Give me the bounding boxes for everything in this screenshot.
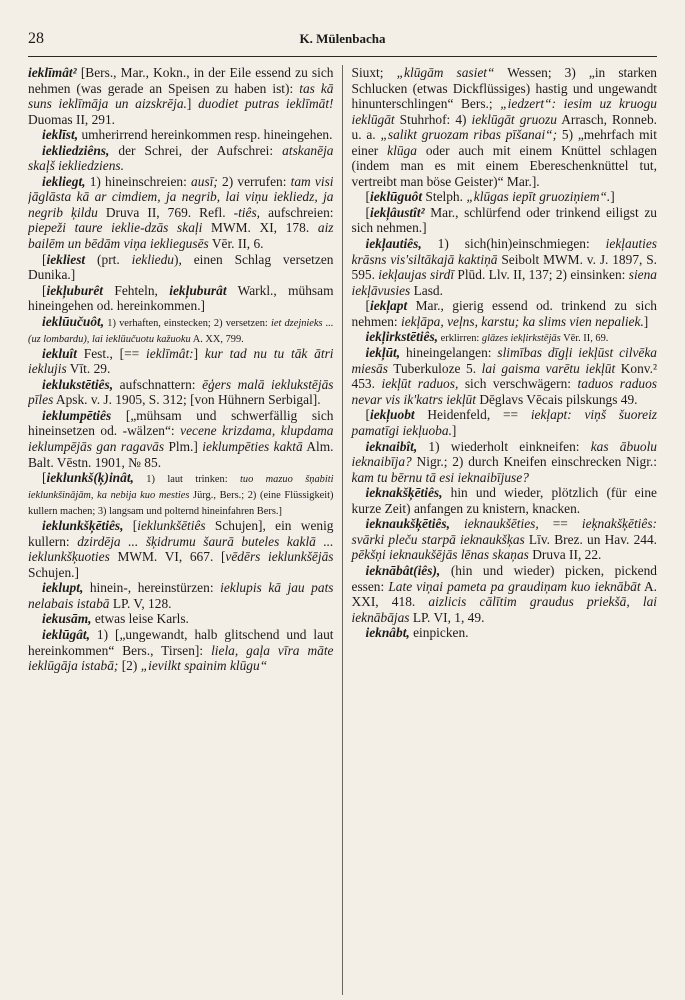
dictionary-entry [352, 439, 658, 486]
dictionary-entry [352, 298, 658, 329]
entry-text: Apsk. v. J. 1905, S. 312; [von Hühnern Serbigal]. [53, 392, 321, 408]
entry-text: ] [193, 345, 205, 361]
entry-text: siena iekļāvusies [351, 267, 657, 298]
entry-text: slimības dīgļi iekļūst cilvēka miesās [351, 345, 657, 376]
entry-text: Druva II, 769. Refl. [97, 204, 234, 220]
entry-text: 1) [„ungewandt, halb glitschend und laut hereinkommen“ Bers., Tirsen]: [28, 626, 334, 658]
right-column [342, 65, 658, 995]
entry-text: Fehteln, [103, 282, 170, 298]
entry-text: Alm. Balt. Vēstn. 1901, № 85. [28, 439, 334, 470]
headword: ieklūgât, [42, 626, 90, 642]
headword: ieklumpētiês [42, 407, 112, 423]
entry-text: vecene krizdama, klupdama ieklumpējās gan ragavās [28, 423, 334, 455]
entry-text: LP. VI, 1, 49. [409, 609, 485, 625]
headword: ieklīst, [42, 127, 79, 143]
entry-text: LP. V, 128. [109, 595, 172, 611]
entry-text: ), einen Schlag versetzen Dunika.] [28, 251, 334, 283]
entry-text: 1) verhaften, einstecken; 2) versetzen: [104, 317, 271, 329]
entry-text: ēģers malā ieklukstējās pīles [28, 376, 334, 408]
entry-text: Plm.] [164, 439, 203, 455]
entry-text: erklirren: [438, 333, 482, 345]
dictionary-entry [352, 65, 658, 189]
entry-text: [„mühsam und schwerfällig sich hineinsetzen od. -wälzen“: [28, 407, 334, 439]
entry-text: A. XXI, 418. [351, 578, 657, 610]
headword: iekļirkstētiês, [365, 329, 439, 345]
dictionary-entry [352, 189, 658, 205]
entry-text: ieklumpēties kaktā [202, 439, 303, 455]
dictionary-entry [28, 143, 334, 174]
entry-text: ieķnakšķētiês: svārki pleču starpā ieknaukšķas [351, 516, 657, 547]
dictionary-entry [28, 627, 334, 674]
dictionary-entry [352, 485, 658, 516]
entry-text: Druva II, 22. [528, 547, 602, 563]
entry-text: hineingelangen: [400, 345, 498, 361]
entry-text: Heidenfeld, == [414, 407, 531, 423]
headword: ieklupt, [42, 580, 84, 596]
headword: ieklukstētiês, [42, 376, 114, 392]
entry-text: [ [365, 204, 370, 220]
dictionary-entry [28, 174, 334, 252]
entry-text: „salikt gruozam ribas pīšanai“; [380, 127, 558, 143]
dictionary-entry [352, 329, 658, 345]
entry-text: Stelph. [422, 189, 467, 205]
entry-text: vēdērs ieklunkšējās [225, 549, 334, 565]
header-rule [28, 56, 657, 57]
entry-text: ieklīmât: [146, 345, 194, 361]
entry-text: 5) „mehrfach mit einer [351, 127, 657, 158]
entry-text: einpicken. [409, 625, 469, 641]
entry-text: MWM. VI, 667. [ [109, 549, 226, 565]
entry-text: ] [186, 96, 199, 112]
dictionary-entry [28, 283, 334, 314]
entry-text: kas ābuolu ieknaibīja? [351, 438, 657, 470]
entry-text: iekliedu [131, 251, 175, 267]
headword: ieklunkš(ķ)inât, [46, 470, 134, 486]
entry-text: [ [42, 282, 47, 298]
entry-text: 1) wiederholt einkneifen: [417, 438, 591, 454]
entry-text: dzirdēja ... šķidrumu šaurā buteles kaklā ... ieklunkšķuoties [28, 533, 334, 565]
dictionary-entry [352, 625, 658, 641]
entry-text: pēkšņi ieknaukšējās lēnas skaņas [351, 547, 529, 563]
entry-text: duodiet putras ieklīmāt! [198, 96, 334, 112]
entry-text: „ievilkt spainim klūgu“ [140, 658, 268, 674]
entry-text: ] [451, 423, 457, 439]
entry-text: ] [610, 189, 615, 205]
entry-text: [ [123, 518, 138, 534]
entry-text: Duomas II, 291. [28, 111, 116, 127]
headword: iekluît [42, 345, 77, 361]
dictionary-entry [28, 314, 334, 346]
dictionary-entry [28, 252, 334, 283]
entry-text: tam visi jāglāsta kā ar cimdiem, ja negrib, lai viņu iekliedz, ja negrib ķildu [28, 173, 334, 220]
entry-text: Arrasch, Ronneb. u. a. [351, 111, 657, 143]
entry-text: 2) verrufen: [217, 173, 291, 189]
headword: ieklūguôt [369, 189, 423, 205]
entry-text: hin und wieder, plötzlich (für eine kurze Zeit) anfangen zu knistern, knacken. [351, 485, 657, 516]
text-columns [28, 65, 657, 995]
entry-text: [ [365, 298, 370, 314]
entry-text: piepeži taure ieklie-dzās skaļi [28, 220, 203, 236]
entry-text: klūga [387, 142, 417, 158]
entry-text: Lasd. [410, 282, 443, 298]
headword: iekļūt, [365, 345, 401, 361]
entry-text: iekļāpa, veļns, karstu; ka slims vien nepaliek. [400, 313, 644, 329]
dictionary-entry [352, 516, 658, 563]
headword: iekliegt, [42, 173, 86, 189]
entry-text: Vēr. II, 6. [208, 236, 264, 252]
entry-text: sich verschwägern: [458, 376, 578, 392]
entry-text: aufschreien: [260, 204, 334, 220]
entry-text: ieklūgāt gruozu [471, 111, 557, 127]
entry-text: lai gaisma varētu iekļūt [481, 360, 616, 376]
dictionary-entry [352, 407, 658, 438]
entry-text [450, 516, 464, 531]
headword: ieknaibît, [365, 438, 418, 454]
entry-text: oder auch mit einem Knüttel schlagen (indem man es mit einem Ebereschenknüttel tut, vertreibt man böse Geister)“ Mar.]. [351, 142, 657, 189]
dictionary-entry [28, 518, 334, 580]
entry-text: tas kā suns ieklīmāja un aizskrēja. [28, 80, 334, 112]
entry-text: aiz bailēm un bēdām viņa iekliegusēs [28, 220, 334, 252]
page-header [28, 30, 657, 52]
entry-text: iekļapt: [530, 407, 572, 423]
entry-text: kur tad nu tu tāk ātri ieklujis [28, 345, 334, 377]
headword: ieklūučuôt, [42, 313, 105, 329]
dictionary-entry [28, 580, 334, 611]
entry-text: „iedzert“: iesim uz kruogu ieklūgāt [351, 96, 657, 127]
running-title: K. Mülenbacha [299, 31, 386, 46]
entry-text: etwas leise Karls. [91, 611, 189, 627]
entry-text: viņš šuoreiz pamatīgi iekļuoba. [351, 407, 657, 439]
entry-text: taduos raduos nevar vis ik'katrs iekļūt [351, 376, 657, 407]
dictionary-entry [28, 377, 334, 408]
entry-text: Konv.² 453. [351, 360, 657, 392]
headword: iekusām, [42, 611, 92, 627]
entry-text: A. XX, 799. [190, 333, 244, 345]
entry-text: ] [643, 313, 649, 329]
headword: iekļuburêt [46, 282, 104, 298]
entry-text: == [538, 516, 582, 532]
headword: ieknâbt, [365, 625, 410, 641]
entry-text: Late viņai pameta pa graudiņam kuo ieknābāt [388, 578, 641, 594]
entry-text: Nigr.; 2) durch Kneifen einschrecken Nigr.: [411, 454, 657, 470]
entry-text: aizlicis cālītim graudus priekšā, lai ieknābājas [351, 594, 657, 625]
entry-text: Jürg., Bers.; 2) (eine Flüssigkeit) kullern machen; 3) langsam und polternd hineinfahren Bers.] [28, 490, 334, 518]
headword: iekļâustît² [369, 204, 425, 220]
entry-text: [ [42, 470, 47, 486]
entry-text: Schujen], ein wenig kullern: [28, 518, 334, 549]
entry-text: Stuhrhof: 4) [394, 111, 472, 127]
dictionary-entry [28, 65, 334, 127]
page-number: 28 [28, 30, 44, 47]
entry-text: aufschnattern: [113, 376, 203, 392]
entry-text: umherirrend hereinkommen resp. hineingehen. [78, 127, 333, 143]
entry-text: 1) sich(hin)einschmiegen: [421, 236, 606, 252]
entry-text: ausī; [191, 173, 218, 189]
headword: ieklīmât² [28, 65, 77, 80]
entry-text: Līv. Brez. un Hav. 244. [524, 531, 657, 547]
dictionary-entry [352, 563, 658, 625]
headword: iekliest [46, 251, 86, 267]
entry-text: Fest., [== [76, 345, 147, 361]
dictionary-entry [352, 345, 658, 407]
entry-text: tuo mazuo šņabiti ieklunkšinājām, ka nebija kuo mesties [28, 474, 334, 502]
entry-text: (prt. [85, 251, 132, 267]
headword: ieklunkšķētiês, [42, 518, 124, 534]
headword: iekļuburât [169, 282, 227, 298]
dictionary-entry [352, 205, 658, 236]
headword: iekļapt [369, 298, 408, 314]
entry-text: -tiês, [233, 204, 261, 220]
entry-text [572, 407, 585, 422]
headword: iekļuobt [369, 407, 415, 423]
entry-text: Vēr. II, 69. [560, 333, 609, 345]
headword: iekliedziêns, [42, 142, 110, 158]
entry-text: Schujen.] [28, 564, 79, 580]
entry-text: iekļaujas sirdī [378, 267, 455, 283]
entry-text: [ [365, 189, 370, 205]
dictionary-entry [28, 408, 334, 470]
entry-text: ieknaukšēties, [463, 516, 539, 532]
entry-text: iet dzejnieks ... (uz lombardu), lai ieklūučuotu kažuoku [28, 317, 334, 345]
dictionary-entry [28, 470, 334, 518]
dictionary-entry [28, 611, 334, 627]
entry-text: kam tu bērnu tā esi ieknaibījuse? [351, 469, 529, 485]
entry-text: Siuxt; [351, 65, 397, 80]
dictionary-entry [28, 127, 334, 143]
entry-text: iekļauties krāsns vis'siltākajā kaktiņā [351, 236, 657, 267]
entry-text: atskanēja skaļš iekliedziens. [28, 142, 334, 174]
dictionary-entry [352, 236, 658, 298]
entry-text: (hin und wieder) picken, pickend essen: [351, 562, 657, 594]
entry-text: Seibolt MWM. v. J. 1897, S. 595. [351, 251, 657, 283]
entry-text: [ [42, 251, 47, 267]
entry-text: Warkl., mühsam hineingehen od. hereinkommen.] [28, 282, 334, 314]
entry-text: ieklunkšētiês [137, 518, 206, 534]
headword: iekļautiês, [365, 236, 422, 252]
entry-text: „klūgām sasiet“ [396, 65, 495, 80]
dictionary-entry [28, 346, 334, 377]
entry-text: Wessen; 3) „in starken Schlucken (etwas Dickflüssiges) hastig und ungewandt hinunterschlingen“ Bers.; [351, 65, 657, 112]
entry-text: MWM. XI, 178. [202, 220, 318, 236]
headword: ieknaukšķētiês, [365, 516, 450, 532]
entry-text: Plūd. Llv. II, 137; 2) einsinken: [454, 267, 629, 283]
entry-text: der Schrei, der Aufschrei: [109, 142, 283, 158]
entry-text: „klūgas iepīt gruoziņiem“. [466, 189, 611, 205]
entry-text: Vīt. 29. [66, 361, 111, 377]
entry-text: iekļūt raduos, [381, 376, 459, 392]
entry-text: ieklupis kā jau pats nelabais istabā [28, 580, 334, 611]
entry-text: Dēglavs Vēcais pilskungs 49. [475, 391, 638, 407]
entry-text: hinein-, hereinstürzen: [83, 580, 221, 596]
entry-text: Mar., schlürfend oder trinkend eiligst zu sich nehmen.] [351, 204, 657, 236]
entry-text: Tuberkuloze 5. [387, 360, 482, 376]
entry-text: [ [365, 407, 370, 423]
headword: ieknakšķētiês, [365, 485, 443, 501]
entry-text: 1) laut trinken: [133, 474, 241, 486]
entry-text: liela, gaļa vīra māte ieklūgāja istabā; [28, 642, 334, 674]
entry-text: [2) [118, 658, 141, 674]
left-column [28, 65, 342, 995]
entry-text: Mar., gierig essend od. trinkend zu sich nehmen: [351, 298, 657, 329]
headword: ieknābât(iês), [365, 562, 441, 578]
entry-text: 1) hineinschreien: [85, 173, 192, 189]
entry-text: [Bers., Mar., Kokn., in der Eile essend zu sich nehmen (was gerade an Speisen zu haben ist): [28, 65, 334, 96]
entry-text: glāzes iekļirkstējās [481, 333, 561, 345]
